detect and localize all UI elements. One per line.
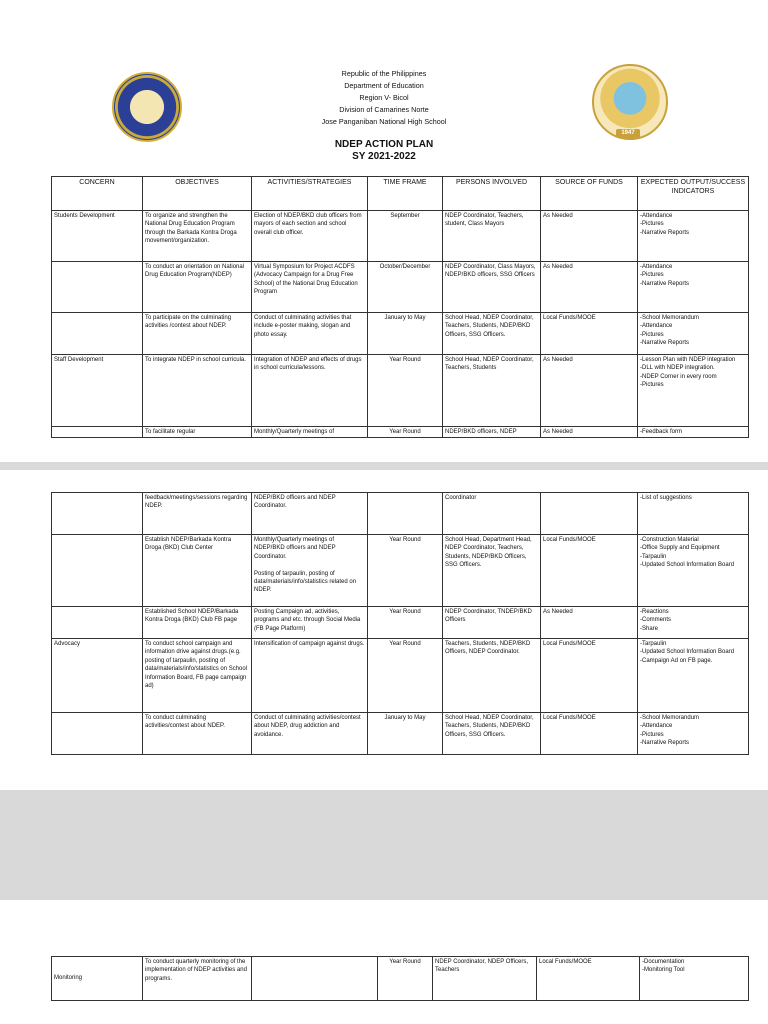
action-plan-table-page-3 [51, 956, 749, 1001]
header-persons-involved: PERSONS INVOLVED [443, 177, 541, 211]
cell-objectives: To conduct quarterly monitoring of the implementation of NDEP activities and programs. [143, 957, 252, 1001]
document-title [234, 139, 534, 163]
cell-objectives: To participate on the culminating activities /contest about NDEP. [143, 313, 252, 355]
cell-funds: As Needed [541, 262, 638, 313]
cell-concern: Staff Development [52, 355, 143, 427]
cell-persons: NDEP/BKD officers, NDEP [443, 427, 541, 438]
cell-output: -Lesson Plan with NDEP integration -DLL with NDEP integration. -NDEP Corner in every room -Pictures [638, 355, 749, 427]
cell-funds: As Needed [541, 607, 638, 639]
letterhead [234, 68, 534, 128]
cell-activities: Election of NDEP/BKD club officers from mayors of each section and school overall club officer. [252, 211, 368, 262]
cell-activities: Monthly/Quarterly meetings of [252, 427, 368, 438]
cell-activities: Conduct of culminating activities/contest about NDEP, drug addiction and avoidance. [252, 713, 368, 755]
table-row [52, 639, 749, 713]
table-row [52, 211, 749, 262]
cell-output: -Feedback form [638, 427, 749, 438]
letterhead-line: Division of Camarines Norte [339, 105, 429, 114]
cell-concern [52, 493, 143, 535]
cell-persons: NDEP Coordinator, TNDEP/BKD Officers [443, 607, 541, 639]
cell-concern: Students Development [52, 211, 143, 262]
document-page-3 [0, 900, 768, 1024]
cell-time-frame: Year Round [368, 607, 443, 639]
cell-activities: Virtual Symposium for Project ACDFS (Advocacy Campaign for a Drug Free School) of the National Drug Education Program [252, 262, 368, 313]
cell-time-frame: January to May [368, 313, 443, 355]
header-objectives: OBJECTIVES [143, 177, 252, 211]
cell-activities: Monthly/Quarterly meetings of NDEP/BKD officers and NDEP Coordinator. Posting of tarpaulin, posting of data/materials/info/statistics related on NDEP. [252, 535, 368, 607]
cell-output: -Attendance -Pictures -Narrative Reports [638, 262, 749, 313]
cell-objectives: Established School NDEP/Barkada Kontra Droga (BKD) Club FB page [143, 607, 252, 639]
cell-persons: NDEP Coordinator, Teachers, student, Class Mayors [443, 211, 541, 262]
table-row [52, 607, 749, 639]
cell-time-frame: October/December [368, 262, 443, 313]
cell-persons: NDEP Coordinator, NDEP Officers, Teachers [433, 957, 537, 1001]
cell-concern [52, 607, 143, 639]
cell-activities [252, 957, 378, 1001]
cell-objectives: To integrate NDEP in school curricula. [143, 355, 252, 427]
document-page-1 [0, 0, 768, 462]
school-seal-year: 1947 [616, 129, 640, 138]
cell-time-frame: Year Round [378, 957, 433, 1001]
cell-concern: Advocacy [52, 639, 143, 713]
cell-funds: Local Funds/MOOE [541, 313, 638, 355]
action-plan-table-page-2 [51, 492, 749, 755]
cell-objectives: Establish NDEP/Barkada Kontra Droga (BKD) Club Center [143, 535, 252, 607]
header-concern: CONCERN [52, 177, 143, 211]
cell-time-frame [368, 493, 443, 535]
cell-time-frame: Year Round [368, 355, 443, 427]
letterhead-line: Department of Education [344, 81, 424, 90]
header-activities: ACTIVITIES/STRATEGIES [252, 177, 368, 211]
cell-funds: As Needed [541, 211, 638, 262]
cell-funds: Local Funds/MOOE [541, 639, 638, 713]
cell-funds: As Needed [541, 427, 638, 438]
plan-title: NDEP ACTION PLAN [334, 139, 434, 150]
cell-persons: School Head, NDEP Coordinator, Teachers, Students, NDEP/BKD Officers, SSG Officers. [443, 713, 541, 755]
table-row [52, 313, 749, 355]
cell-output: -School Memorandum -Attendance -Pictures -Narrative Reports [638, 713, 749, 755]
cell-output: -Documentation -Monitoring Tool [640, 957, 749, 1001]
cell-funds: Local Funds/MOOE [541, 535, 638, 607]
cell-output: -School Memorandum -Attendance -Pictures -Narrative Reports [638, 313, 749, 355]
cell-objectives: To organize and strengthen the National Drug Education Program through the Barkada Kontra Droga movement/organization. [143, 211, 252, 262]
table-row [52, 535, 749, 607]
table-row [52, 957, 749, 1001]
cell-funds: As Needed [541, 355, 638, 427]
cell-time-frame: Year Round [368, 639, 443, 713]
document-page-2 [0, 470, 768, 790]
cell-persons: Coordinator [443, 493, 541, 535]
cell-funds: Local Funds/MOOE [541, 713, 638, 755]
cell-output: -List of suggestions [638, 493, 749, 535]
table-row [52, 262, 749, 313]
cell-concern: Monitoring [52, 957, 143, 1001]
letterhead-line: Jose Panganiban National High School [321, 117, 447, 126]
cell-persons: School Head, Department Head, NDEP Coordinator, Teachers, Students, NDEP/BKD Officers, SSG Officers. [443, 535, 541, 607]
cell-persons: School Head, NDEP Coordinator, Teachers, Students [443, 355, 541, 427]
cell-concern [52, 262, 143, 313]
cell-objectives: To conduct an orientation on National Drug Education Program(NDEP) [143, 262, 252, 313]
cell-persons: School Head, NDEP Coordinator, Teachers, Students, NDEP/BKD Officers, SSG Officers. [443, 313, 541, 355]
cell-activities: Intensification of campaign against drugs. [252, 639, 368, 713]
cell-concern [52, 313, 143, 355]
cell-concern [52, 427, 143, 438]
table-row [52, 493, 749, 535]
table-row [52, 355, 749, 427]
action-plan-table-page-1 [51, 176, 749, 438]
cell-time-frame: January to May [368, 713, 443, 755]
header-time-frame: TIME FRAME [368, 177, 443, 211]
cell-output: -Reactions -Comments -Share [638, 607, 749, 639]
cell-time-frame: September [368, 211, 443, 262]
header-source-of-funds: SOURCE OF FUNDS [541, 177, 638, 211]
cell-objectives: feedback/meetings/sessions regarding NDEP. [143, 493, 252, 535]
cell-time-frame: Year Round [368, 535, 443, 607]
cell-output: -Tarpaulin -Updated School Information Board -Campaign Ad on FB page. [638, 639, 749, 713]
cell-activities: Integration of NDEP and effects of drugs in school curricula/lessons. [252, 355, 368, 427]
cell-objectives: To facilitate regular [143, 427, 252, 438]
philippines-seal-icon [112, 72, 182, 142]
table-row [52, 427, 749, 438]
cell-persons: NDEP Coordinator, Class Mayors, NDEP/BKD officers, SSG Officers [443, 262, 541, 313]
cell-persons: Teachers, Students, NDEP/BKD Officers, NDEP Coordinator. [443, 639, 541, 713]
cell-time-frame: Year Round [368, 427, 443, 438]
letterhead-line: Republic of the Philippines [341, 69, 427, 78]
cell-output: -Attendance -Pictures -Narrative Reports [638, 211, 749, 262]
cell-activities: NDEP/BKD officers and NDEP Coordinator. [252, 493, 368, 535]
cell-activities: Conduct of culminating activities that include e-poster making, slogan and photo essay. [252, 313, 368, 355]
cell-funds [541, 493, 638, 535]
header-expected-output: EXPECTED OUTPUT/SUCCESS INDICATORS [638, 177, 749, 211]
cell-objectives: To conduct culminating activities/contest about NDEP. [143, 713, 252, 755]
cell-concern [52, 713, 143, 755]
cell-concern [52, 535, 143, 607]
cell-objectives: To conduct school campaign and information drive against drugs.(e.g. posting of tarpaulin, posting of data/materials/info/statistics on School Information Board, FB page campaign ad) [143, 639, 252, 713]
cell-funds: Local Funds/MOOE [537, 957, 640, 1001]
cell-output: -Construction Material -Office Supply and Equipment -Tarpaulin -Updated School Information Board [638, 535, 749, 607]
cell-activities: Posting Campaign ad, activities, programs and etc. through Social Media (FB Page Platform) [252, 607, 368, 639]
school-year: SY 2021-2022 [352, 151, 416, 162]
table-row [52, 713, 749, 755]
letterhead-line: Region V- Bicol [359, 93, 409, 102]
